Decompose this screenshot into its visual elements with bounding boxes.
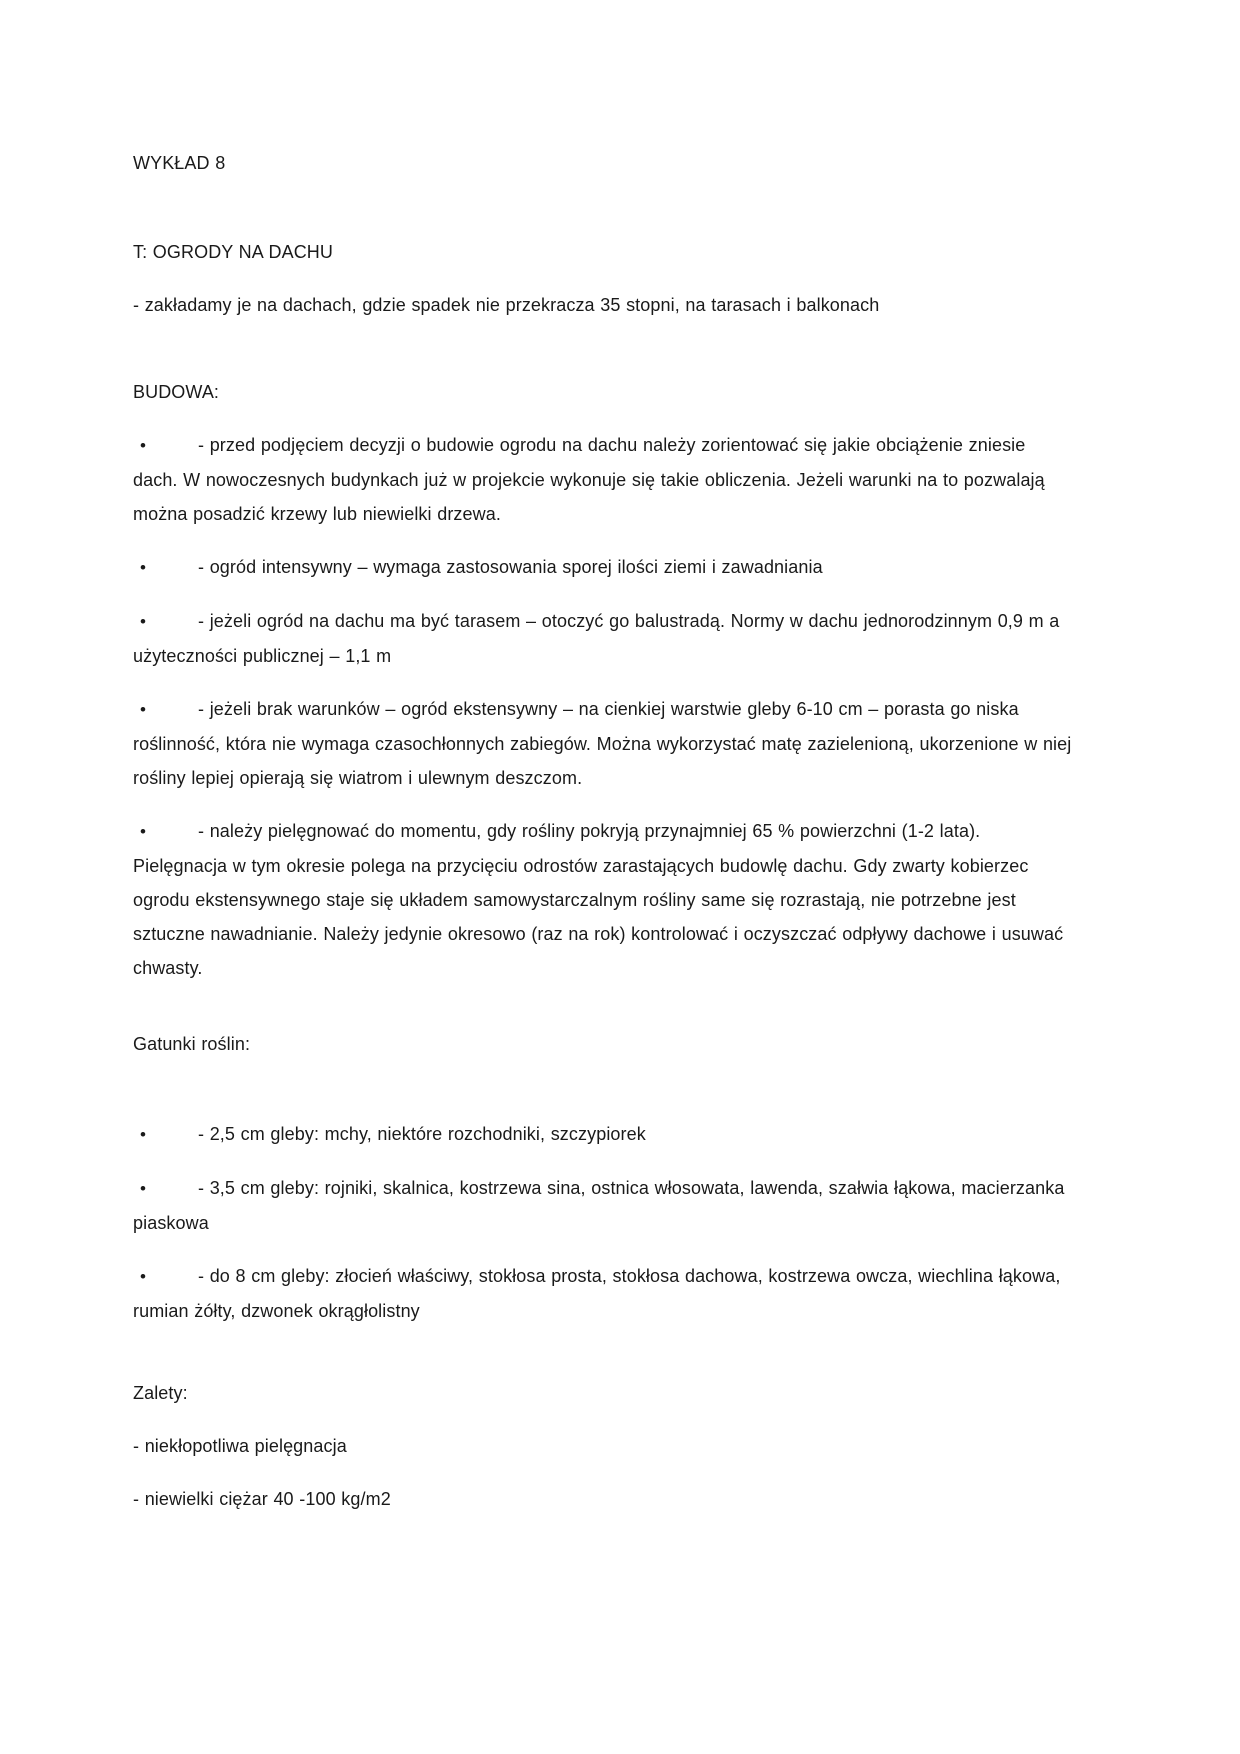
bullet-marker: • — [140, 822, 147, 841]
bullet-text: - należy pielęgnować do momentu, gdy rośliny pokryją przynajmniej 65 % powierzchni (1-2 lata). Pielęgnacja w tym okresie polega na przycięciu odrostów zarastających budowlę dachu. Gdy zwarty kobierzec ogrodu ekstensywnego staje się układem samowystarczalnym rośliny same się rozrastają, nie potrzebne jest sztuczne nawadnianie. Należy jedynie okresowo (raz na rok) kontrolować i oczyszczać odpływy dachowe i usuwać chwasty. — [133, 821, 1064, 978]
bullet-text: - jeżeli brak warunków – ogród ekstensywny – na cienkiej warstwie gleby 6-10 cm – porasta go niska roślinność, która nie wymaga czasochłonnych zabiegów. Można wykorzystać matę zazielenioną, ukorzenione w niej rośliny lepiej opierają się wiatrom i ulewnym deszczom. — [133, 699, 1072, 788]
bullet-item — [133, 428, 1073, 531]
bullet-marker: • — [140, 612, 147, 631]
bullet-text: - jeżeli ogród na dachu ma być tarasem – otoczyć go balustradą. Normy w dachu jednorodzinnym 0,9 m a użyteczności publicznej – 1,1 m — [133, 611, 1060, 666]
zalety-item: - niekłopotliwa pielęgnacja — [133, 1436, 347, 1456]
bullet-marker: • — [140, 1267, 147, 1286]
zalety-item: - niewielki ciężar 40 -100 kg/m2 — [133, 1489, 391, 1509]
topic-heading: T: OGRODY NA DACHU — [133, 242, 333, 262]
bullet-item — [133, 604, 1073, 673]
bullet-marker: • — [140, 558, 147, 577]
bullet-item — [133, 550, 1073, 585]
bullet-marker: • — [140, 1125, 147, 1144]
bullet-marker: • — [140, 436, 147, 455]
bullet-marker: • — [140, 1179, 147, 1198]
page-title: WYKŁAD 8 — [133, 153, 226, 173]
bullet-item — [133, 692, 1073, 795]
bullet-item — [133, 1259, 1073, 1328]
bullet-text: - 3,5 cm gleby: rojniki, skalnica, kostrzewa sina, ostnica włosowata, lawenda, szałwia łąkowa, macierzanka piaskowa — [133, 1178, 1065, 1233]
bullet-text: - ogród intensywny – wymaga zastosowania sporej ilości ziemi i zawadniania — [198, 557, 823, 577]
bullet-text: - 2,5 cm gleby: mchy, niektóre rozchodniki, szczypiorek — [198, 1124, 646, 1144]
bullet-text: - przed podjęciem decyzji o budowie ogrodu na dachu należy zorientować się jakie obciążenie zniesie dach. W nowoczesnych budynkach już w projekcie wykonuje się takie obliczenia. Jeżeli warunki na to pozwalają można posadzić krzewy lub niewielki drzewa. — [133, 435, 1045, 524]
bullet-marker: • — [140, 700, 147, 719]
section-heading-gatunki: Gatunki roślin: — [133, 1034, 251, 1054]
intro-paragraph: - zakładamy je na dachach, gdzie spadek nie przekracza 35 stopni, na tarasach i balkonach — [133, 295, 880, 315]
bullet-item — [133, 1171, 1073, 1240]
bullet-item — [133, 814, 1073, 985]
bullet-item — [133, 1117, 1073, 1152]
section-heading-zalety: Zalety: — [133, 1383, 188, 1403]
bullet-text: - do 8 cm gleby: złocień właściwy, stokłosa prosta, stokłosa dachowa, kostrzewa owcza, wiechlina łąkowa, rumian żółty, dzwonek okrągłolistny — [133, 1266, 1061, 1321]
section-heading-budowa: BUDOWA: — [133, 382, 220, 402]
